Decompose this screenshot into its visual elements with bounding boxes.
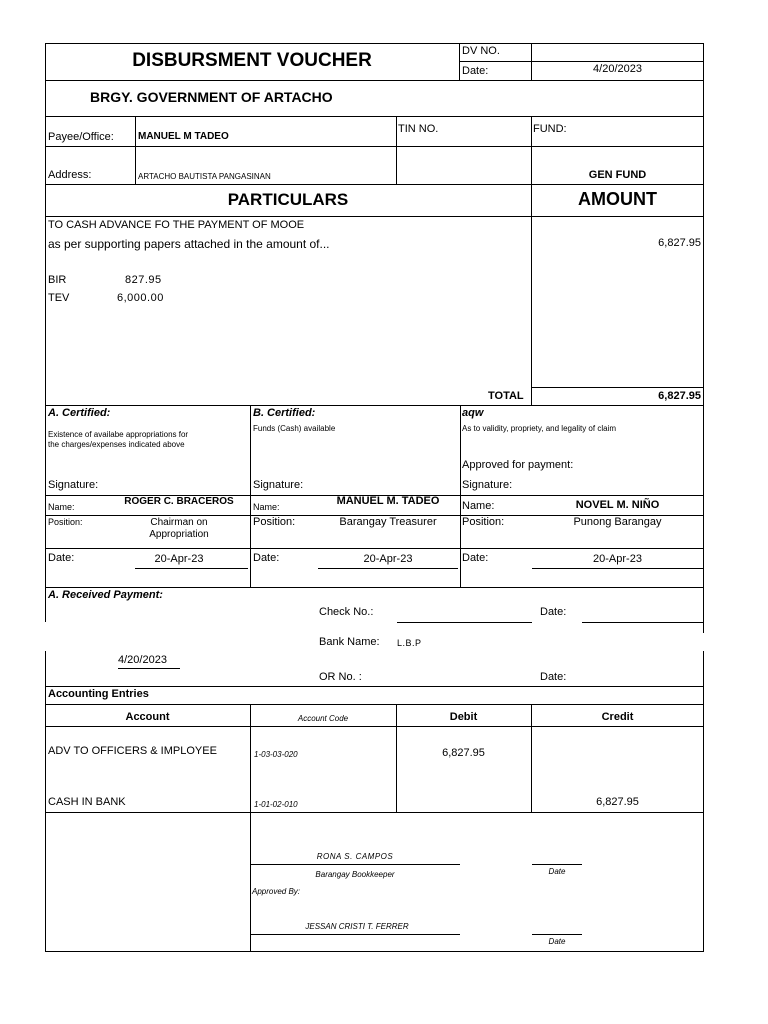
bookkeeper-signature-line xyxy=(250,864,460,865)
cert-a-text2: the charges/expenses indicated above xyxy=(48,440,185,449)
payment-date-underline xyxy=(118,668,180,669)
date-line xyxy=(532,864,582,865)
cert-c-title: aqw xyxy=(462,407,484,419)
line xyxy=(45,184,704,185)
approved-by-label: Approved By: xyxy=(252,887,301,896)
entry-code: 1-03-03-020 xyxy=(254,750,298,759)
line xyxy=(45,726,704,727)
col-account: Account xyxy=(125,711,170,723)
cert-b-signature-label: Signature: xyxy=(253,479,304,491)
bookkeeper-title: Barangay Bookkeeper xyxy=(315,870,395,879)
cert-a-position2: Appropriation xyxy=(149,529,209,540)
date-line xyxy=(532,934,582,935)
line xyxy=(45,812,704,813)
or-no-label: OR No. : xyxy=(319,671,362,683)
cert-b-position: Barangay Treasurer xyxy=(339,516,437,528)
approver-signature-line xyxy=(250,934,460,935)
cert-b-position-label: Position: xyxy=(253,516,296,528)
payee-label: Payee/Office: xyxy=(48,131,114,143)
border-top xyxy=(45,43,704,44)
cert-c-name: NOVEL M. NIÑO xyxy=(575,499,660,511)
amount-heading: AMOUNT xyxy=(578,189,657,209)
line xyxy=(459,43,460,81)
cert-c-position: Punong Barangay xyxy=(573,516,662,528)
border-left-lower xyxy=(45,651,46,952)
approver-date-label: Date xyxy=(548,937,566,946)
approver-name: JESSAN CRISTI T. FERRER xyxy=(305,922,409,931)
entry-credit: 6,827.95 xyxy=(596,796,639,808)
cert-a-signature-label: Signature: xyxy=(48,479,99,491)
bookkeeper-name: RONA S. CAMPOS xyxy=(316,852,394,861)
bank-name-value: L.B.P xyxy=(397,638,422,648)
cert-b-date-label: Date: xyxy=(253,552,280,564)
col-account-code: Account Code xyxy=(297,714,349,723)
cert-a-name-label: Name: xyxy=(48,502,75,512)
cert-a-date: 20-Apr-23 xyxy=(154,553,204,565)
voucher-title: DISBURSMENT VOUCHER xyxy=(132,50,372,71)
date-label: Date: xyxy=(462,65,489,77)
border-left-upper xyxy=(45,43,46,622)
government-name: BRGY. GOVERNMENT OF ARTACHO xyxy=(90,89,333,105)
line xyxy=(135,116,136,184)
line xyxy=(531,184,532,406)
cert-b-name-label: Name: xyxy=(253,502,280,512)
check-date-label: Date: xyxy=(540,606,567,618)
bir-value: 827.95 xyxy=(125,274,162,286)
line xyxy=(45,548,704,549)
cert-b-text: Funds (Cash) available xyxy=(253,424,336,433)
particulars-line1: TO CASH ADVANCE FO THE PAYMENT OF MOOE xyxy=(48,219,305,231)
col-debit: Debit xyxy=(449,711,478,723)
line xyxy=(318,568,458,569)
check-date-line xyxy=(582,622,703,623)
line xyxy=(45,116,704,117)
cert-b-name: MANUEL M. TADEO xyxy=(336,495,440,507)
bookkeeper-date-label: Date xyxy=(548,867,566,876)
entry-account: ADV TO OFFICERS & IMPLOYEE xyxy=(48,745,217,757)
payee-value: MANUEL M TADEO xyxy=(138,131,229,142)
line xyxy=(45,405,704,406)
cert-c-signature-label: Signature: xyxy=(462,479,513,491)
check-no-line xyxy=(397,622,532,623)
border-bottom xyxy=(45,951,704,952)
tev-value: 6,000.00 xyxy=(117,292,164,304)
line xyxy=(135,568,248,569)
line xyxy=(45,216,704,217)
line xyxy=(396,116,397,184)
dv-no-label: DV NO. xyxy=(462,45,500,57)
cert-a-position1: Chairman on xyxy=(150,517,208,528)
cert-c-date: 20-Apr-23 xyxy=(593,553,642,565)
line xyxy=(460,405,461,587)
cert-c-position-label: Position: xyxy=(462,516,505,528)
cert-b-title: B. Certified: xyxy=(253,407,316,419)
line xyxy=(250,812,251,952)
line xyxy=(531,43,532,81)
entry-account: CASH IN BANK xyxy=(48,796,126,808)
particulars-heading: PARTICULARS xyxy=(227,190,349,209)
payment-date: 4/20/2023 xyxy=(118,654,167,666)
accounting-title: Accounting Entries xyxy=(48,688,149,700)
total-value: 6,827.95 xyxy=(658,390,701,402)
cert-a-title: A. Certified: xyxy=(48,407,111,419)
line xyxy=(45,704,704,705)
fund-label: FUND: xyxy=(533,123,567,135)
bir-label: BIR xyxy=(48,274,67,286)
line xyxy=(459,61,704,62)
cert-c-text: As to validity, propriety, and legality of claim xyxy=(462,424,616,433)
check-no-label: Check No.: xyxy=(319,606,374,618)
particulars-line2: as per supporting papers attached in the amount of... xyxy=(48,237,330,251)
line xyxy=(45,686,704,687)
line xyxy=(45,587,704,588)
fund-value: GEN FUND xyxy=(588,169,647,181)
line xyxy=(250,405,251,587)
tin-label: TIN NO. xyxy=(398,123,439,135)
or-date-label: Date: xyxy=(540,671,567,683)
address-value: ARTACHO BAUTISTA PANGASINAN xyxy=(138,172,271,181)
cert-c-name-label: Name: xyxy=(462,500,495,512)
col-credit: Credit xyxy=(601,711,634,723)
voucher-date: 4/20/2023 xyxy=(593,63,642,75)
line xyxy=(531,387,704,388)
cert-b-date: 20-Apr-23 xyxy=(363,553,413,565)
cert-c-date-label: Date: xyxy=(462,552,489,564)
line xyxy=(45,80,704,81)
tev-label: TEV xyxy=(48,292,70,304)
total-label: TOTAL xyxy=(488,390,524,402)
cert-a-name: ROGER C. BRACEROS xyxy=(124,496,234,507)
cert-a-date-label: Date: xyxy=(48,552,75,564)
bank-name-label: Bank Name: xyxy=(319,636,380,648)
cert-a-text1: Existence of availabe appropriations for xyxy=(48,430,189,439)
border-right-upper xyxy=(703,43,704,633)
line xyxy=(532,568,703,569)
received-payment-title: A. Received Payment: xyxy=(48,589,163,601)
approved-for-payment: Approved for payment: xyxy=(462,459,574,471)
particulars-amount: 6,827.95 xyxy=(658,237,701,249)
address-label: Address: xyxy=(48,169,92,181)
cert-a-position-label: Position: xyxy=(48,517,83,527)
line xyxy=(45,146,704,147)
entry-debit: 6,827.95 xyxy=(442,747,485,759)
entry-code: 1-01-02-010 xyxy=(254,800,298,809)
